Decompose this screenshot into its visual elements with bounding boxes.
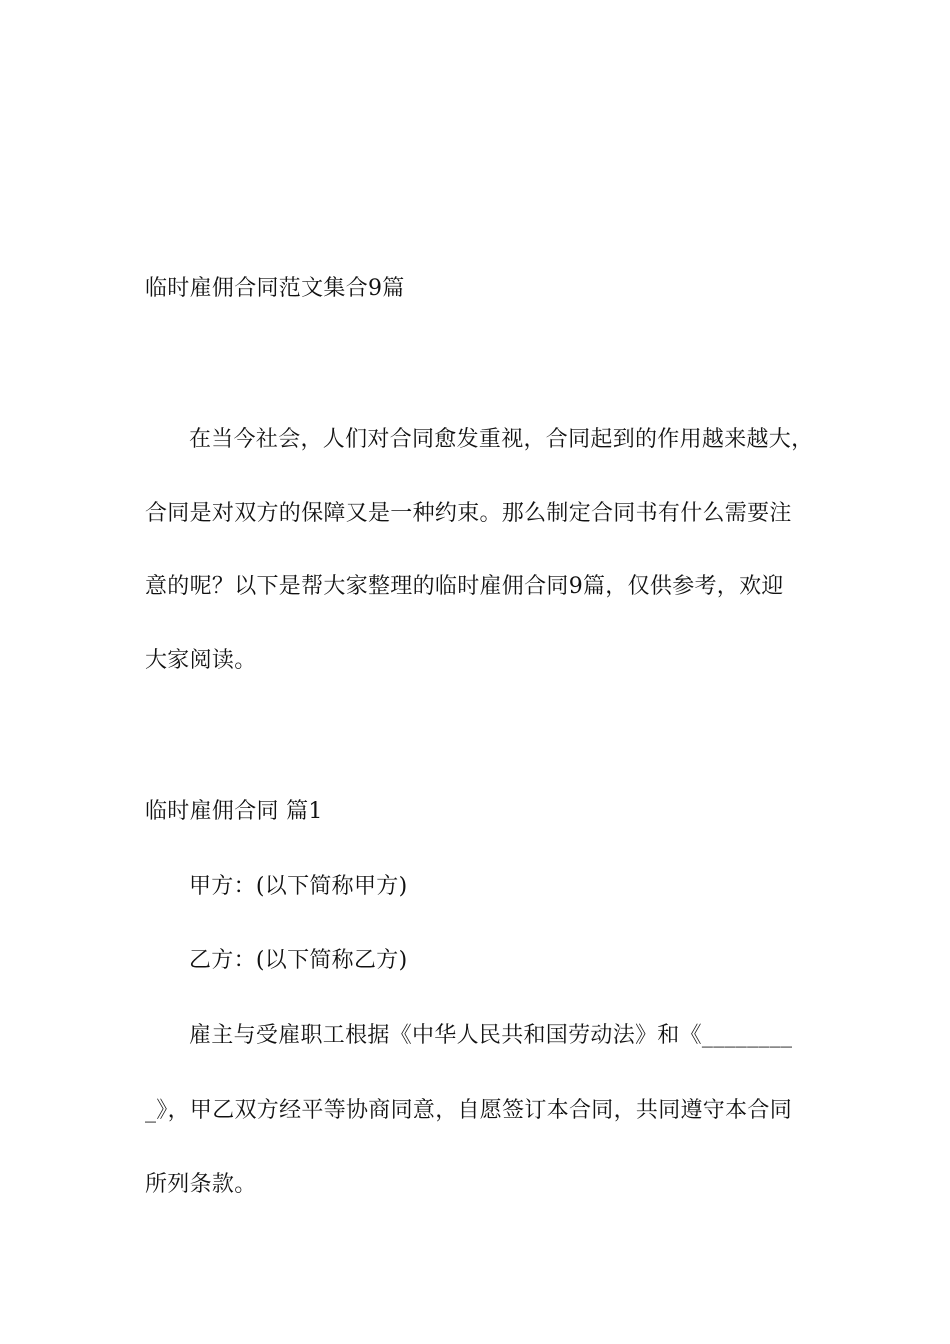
party-a-line: 甲方：(以下简称甲方) [189,874,408,899]
intro-line-3: 意的呢？以下是帮大家整理的临时雇佣合同9篇，仅供参考，欢迎 [145,574,784,599]
clause-line-2: _》，甲乙双方经平等协商同意，自愿签订本合同，共同遵守本合同 [145,1098,793,1123]
section-heading: 临时雇佣合同 篇1 [145,799,323,824]
intro-line-1: 在当今社会，人们对合同愈发重视，合同起到的作用越来越大， [189,427,814,452]
party-b-line: 乙方：(以下简称乙方) [189,948,408,973]
clause-line-3: 所列条款。 [145,1172,257,1197]
intro-line-2: 合同是对双方的保障又是一种约束。那么制定合同书有什么需要注 [145,501,792,526]
clause-line-1: 雇主与受雇职工根据《中华人民共和国劳动法》和《________ [189,1023,793,1048]
document-title: 临时雇佣合同范文集合9篇 [145,276,405,301]
intro-line-4: 大家阅读。 [145,648,257,673]
